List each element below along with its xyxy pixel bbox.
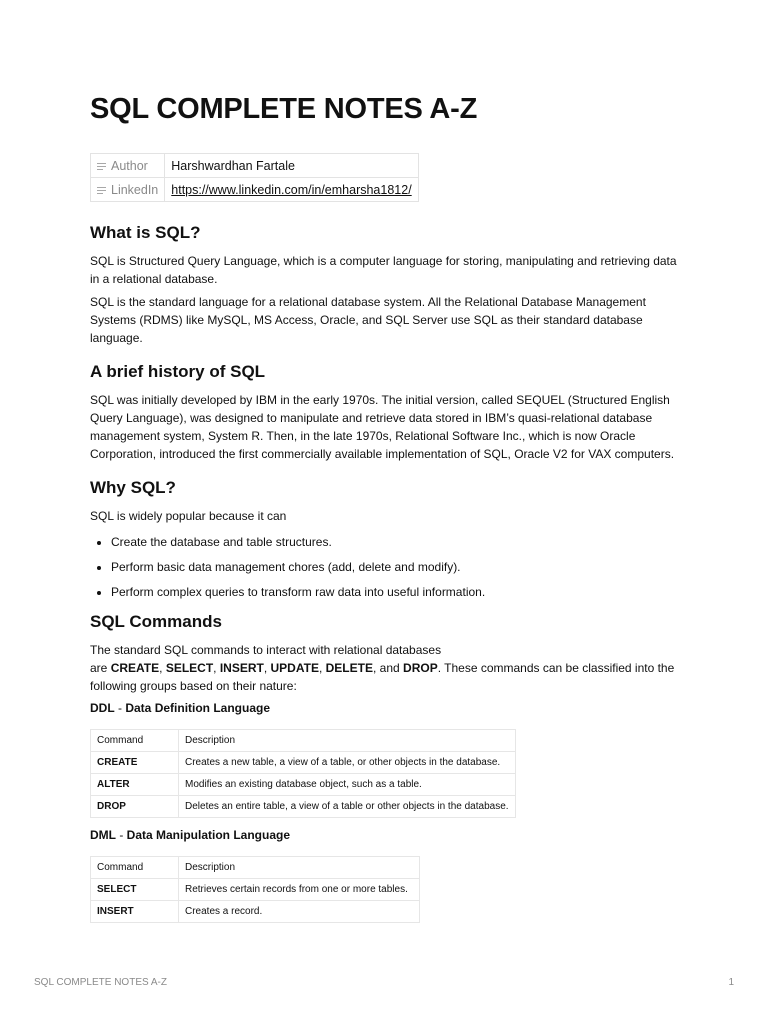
page-number: 1 [728,977,734,988]
description-cell: Modifies an existing database object, such as a table. [179,774,516,796]
list-item: • Create the database and table structures. [111,533,680,551]
table-header-row [91,857,420,879]
section-sql-commands [90,611,680,923]
command-cell: CREATE [91,752,179,774]
list-item: • Perform basic data management chores (add, delete and modify). [111,558,680,576]
table-row [91,879,420,901]
section-what-is-sql [90,222,680,347]
section-why-sql [90,477,680,601]
properties-table [90,153,419,202]
paragraph: SQL is widely popular because it can [90,509,287,523]
property-value-author: Harshwardhan Fartale [165,154,418,178]
column-header: Command [91,730,179,752]
bullet-list [90,533,680,601]
table-header-row [91,730,516,752]
section-heading: SQL Commands [90,612,222,631]
subheading-ddl: DDL - Data Definition Language [90,701,271,715]
text-property-icon [97,187,106,194]
section-heading: Why SQL? [90,478,176,497]
text-property-icon [97,163,106,170]
paragraph: SQL is the standard language for a relational database system. All the Relational Database Management Systems (RDMS) like MySQL, MS Access, Oracle, and SQL Server use SQL as their standard database language. [90,295,646,345]
description-cell: Creates a new table, a view of a table, or other objects in the database. [179,752,516,774]
ddl-table [90,729,516,818]
subheading-dml: DML - Data Manipulation Language [90,828,291,842]
column-header: Command [91,857,179,879]
table-row [91,901,420,923]
property-row-linkedin [91,178,419,202]
table-row [91,752,516,774]
section-heading: A brief history of SQL [90,362,266,381]
table-row [91,796,516,818]
footer-title: SQL COMPLETE NOTES A-Z [34,977,167,988]
property-key: Author [91,154,165,178]
paragraph: SQL was initially developed by IBM in the early 1970s. The initial version, called SEQUEL (Structured English Query Language), was designed to manipulate and retrieve data stored in IBM’s quasi-relational database management system, System R. Then, in the late 1970s, Relational Software Inc., which is now Oracle Corporation, introduced the first commercially available implementation of SQL, Oracle V2 for VAX computers. [90,393,675,461]
property-key: LinkedIn [91,178,165,202]
paragraph: SQL is Structured Query Language, which is a computer language for storing, manipulating and retrieving data in a relational database. [90,254,677,286]
command-cell: SELECT [91,879,179,901]
linkedin-link[interactable]: https://www.linkedin.com/in/emharsha1812/ [171,182,412,197]
description-cell: Deletes an entire table, a view of a table or other objects in the database. [179,796,516,818]
command-cell: ALTER [91,774,179,796]
command-cell: INSERT [91,901,179,923]
description-cell: Retrieves certain records from one or more tables. [179,879,420,901]
section-history [90,361,680,463]
page-title: SQL COMPLETE NOTES A-Z [90,93,478,125]
column-header: Description [179,730,516,752]
property-row-author [91,154,419,178]
command-cell: DROP [91,796,179,818]
paragraph: The standard SQL commands to interact with relational databases are CREATE, SELECT, INSERT, UPDATE, DELETE, and DROP. These commands can be classified into the following groups based on their nature: [90,643,675,693]
description-cell: Creates a record. [179,901,420,923]
list-item: • Perform complex queries to transform raw data into useful information. [111,583,680,601]
dml-table [90,856,420,923]
section-heading: What is SQL? [90,223,201,242]
column-header: Description [179,857,420,879]
property-value-linkedin [165,178,418,202]
document-content [90,222,680,932]
table-row [91,774,516,796]
